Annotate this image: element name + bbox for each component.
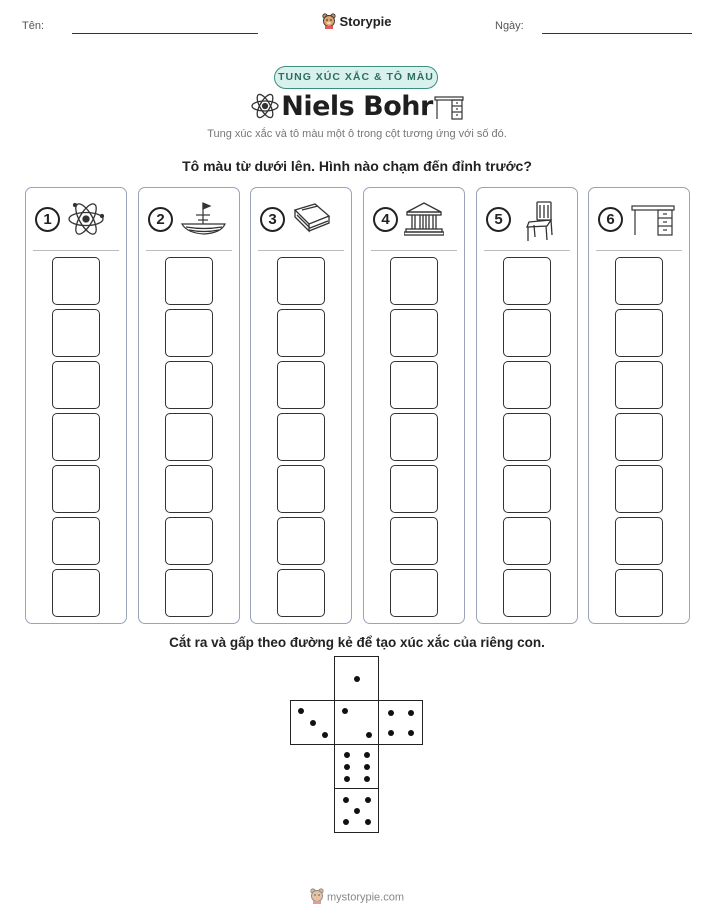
color-cell[interactable] <box>165 465 213 513</box>
color-cell[interactable] <box>52 413 100 461</box>
color-cell[interactable] <box>390 569 438 617</box>
activity-badge: TUNG XÚC XẮC & TÔ MÀU <box>274 66 438 89</box>
color-cell[interactable] <box>390 309 438 357</box>
brand-name: Storypie <box>339 13 392 29</box>
color-cell[interactable] <box>277 361 325 409</box>
color-cell[interactable] <box>503 309 551 357</box>
die-pip <box>364 752 370 758</box>
color-cell[interactable] <box>165 361 213 409</box>
die-pip <box>364 764 370 770</box>
column-header <box>251 188 351 250</box>
color-cell[interactable] <box>390 413 438 461</box>
desk-icon <box>434 94 464 125</box>
column-divider <box>33 250 119 251</box>
column-header <box>364 188 464 250</box>
die-pip <box>388 730 394 736</box>
color-cell[interactable] <box>277 309 325 357</box>
color-cell[interactable] <box>165 257 213 305</box>
die-pip <box>408 710 414 716</box>
color-cell[interactable] <box>52 257 100 305</box>
column-number: 6 <box>598 207 623 232</box>
color-cell[interactable] <box>615 569 663 617</box>
footer <box>0 888 714 907</box>
die-pip <box>310 720 316 726</box>
subtitle: Tung xúc xắc và tô màu một ô trong cột tương ứng với số đó. <box>207 128 507 140</box>
column-2 <box>138 187 240 624</box>
column-number: 2 <box>148 207 173 232</box>
atom-icon <box>66 200 106 243</box>
die-pip <box>364 776 370 782</box>
date-label: Ngày: <box>495 20 524 32</box>
die-pip <box>366 732 372 738</box>
color-cell[interactable] <box>390 465 438 513</box>
color-cell[interactable] <box>615 517 663 565</box>
die-face-2 <box>334 700 379 745</box>
color-cell[interactable] <box>503 465 551 513</box>
column-header <box>26 188 126 250</box>
color-cell[interactable] <box>277 517 325 565</box>
column-1 <box>25 187 127 624</box>
die-pip <box>365 797 371 803</box>
die-pip <box>322 732 328 738</box>
page-title: Niels Bohr <box>281 91 433 122</box>
die-face-1 <box>334 656 379 701</box>
color-cell[interactable] <box>390 517 438 565</box>
column-header <box>477 188 577 250</box>
column-5 <box>476 187 578 624</box>
die-pip <box>344 764 350 770</box>
chair-icon <box>523 200 557 247</box>
bear-icon <box>322 13 336 32</box>
column-number: 1 <box>35 207 60 232</box>
column-4 <box>363 187 465 624</box>
column-divider <box>484 250 570 251</box>
column-divider <box>371 250 457 251</box>
column-divider <box>258 250 344 251</box>
color-cell[interactable] <box>503 413 551 461</box>
column-divider <box>596 250 682 251</box>
die-pip <box>298 708 304 714</box>
die-pip <box>344 752 350 758</box>
column-number: 3 <box>260 207 285 232</box>
die-pip <box>354 808 360 814</box>
die-face-6 <box>334 744 379 789</box>
die-pip <box>343 797 349 803</box>
color-cell[interactable] <box>165 413 213 461</box>
color-cell[interactable] <box>503 569 551 617</box>
date-line <box>542 33 692 34</box>
color-cell[interactable] <box>165 517 213 565</box>
die-pip <box>343 819 349 825</box>
color-cell[interactable] <box>52 465 100 513</box>
desk-icon <box>631 204 675 241</box>
color-cell[interactable] <box>165 309 213 357</box>
color-cell[interactable] <box>615 465 663 513</box>
color-cell[interactable] <box>615 257 663 305</box>
book-icon <box>291 200 333 243</box>
instruction: Tô màu từ dưới lên. Hình nào chạm đến đỉnh trước? <box>182 158 532 174</box>
column-divider <box>146 250 232 251</box>
name-label: Tên: <box>22 20 45 32</box>
color-cell[interactable] <box>165 569 213 617</box>
footer-url[interactable]: mystorypie.com <box>326 891 405 904</box>
color-cell[interactable] <box>503 361 551 409</box>
color-cell[interactable] <box>52 517 100 565</box>
die-pip <box>342 708 348 714</box>
color-cell[interactable] <box>503 257 551 305</box>
die-pip <box>408 730 414 736</box>
sailboat-icon <box>179 200 229 243</box>
column-number: 5 <box>486 207 511 232</box>
color-cell[interactable] <box>615 309 663 357</box>
color-cell[interactable] <box>52 309 100 357</box>
color-cell[interactable] <box>277 413 325 461</box>
column-number: 4 <box>373 207 398 232</box>
color-cell[interactable] <box>52 569 100 617</box>
museum-icon <box>404 200 444 243</box>
brand-logo <box>0 13 714 32</box>
die-face-5 <box>334 788 379 833</box>
column-header <box>589 188 689 250</box>
color-cell[interactable] <box>277 465 325 513</box>
color-cell[interactable] <box>615 413 663 461</box>
color-cell[interactable] <box>390 361 438 409</box>
color-cell[interactable] <box>615 361 663 409</box>
column-3 <box>250 187 352 624</box>
die-pip <box>365 819 371 825</box>
bear-icon <box>310 888 324 907</box>
die-face-3 <box>290 700 335 745</box>
column-6 <box>588 187 690 624</box>
die-pip <box>344 776 350 782</box>
die-pip <box>388 710 394 716</box>
color-cell[interactable] <box>503 517 551 565</box>
color-cell[interactable] <box>277 257 325 305</box>
die-pip <box>354 676 360 682</box>
cut-instruction: Cắt ra và gấp theo đường kẻ để tạo xúc xắc của riêng con. <box>169 635 545 650</box>
column-header <box>139 188 239 250</box>
color-cell[interactable] <box>52 361 100 409</box>
color-cell[interactable] <box>390 257 438 305</box>
die-face-4 <box>378 700 423 745</box>
name-line <box>72 33 258 34</box>
color-cell[interactable] <box>277 569 325 617</box>
